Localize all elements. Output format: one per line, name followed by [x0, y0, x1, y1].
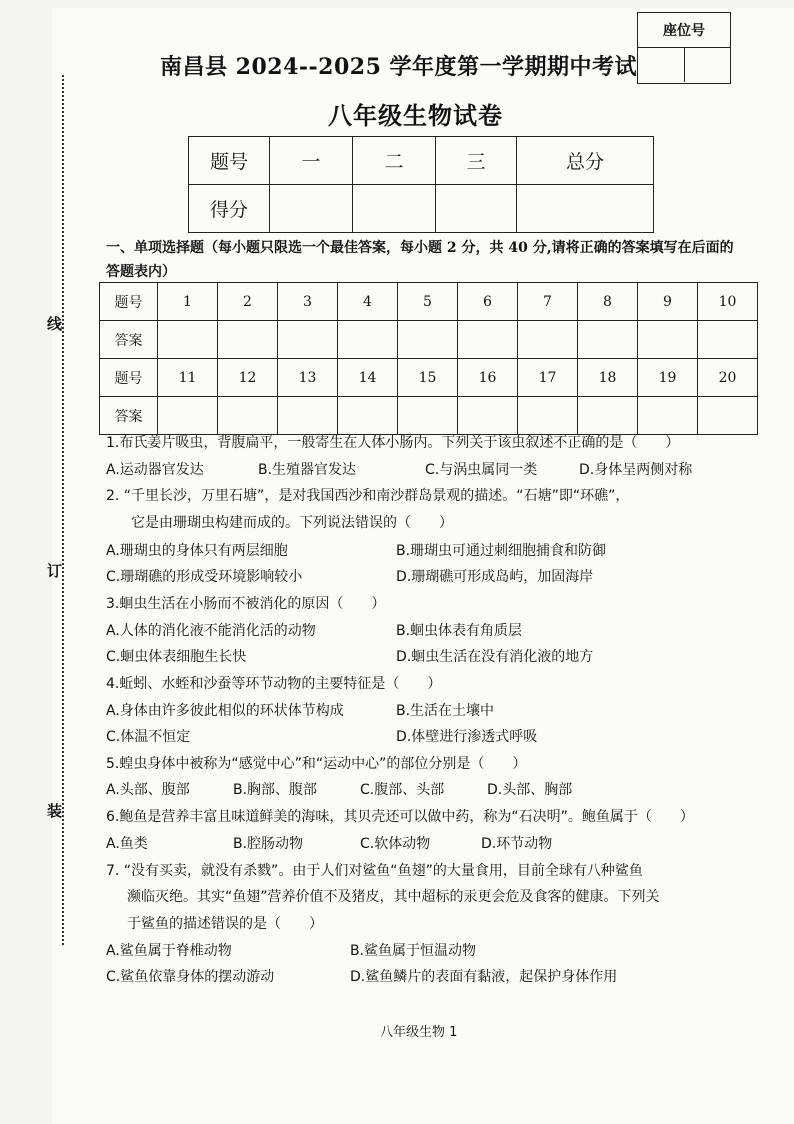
- q3-option-b: B.蛔虫体表有角质层: [396, 623, 523, 639]
- answer-num: 13: [278, 359, 338, 397]
- answer-number-row: [100, 359, 758, 397]
- q2-option-a: A.珊瑚虫的身体只有两层细胞: [106, 543, 288, 559]
- answer-num-label: 题号: [100, 283, 158, 321]
- answer-num: 4: [338, 283, 398, 321]
- score-header-cell: 一: [270, 137, 353, 185]
- question-6-stem: 6.鲍鱼是营养丰富且味道鲜美的海味，其贝壳还可以做中药，称为“石决明”。鲍鱼属于（ ）: [106, 809, 694, 825]
- q7-option-c: C.鲨鱼依靠身体的摆动游动: [106, 969, 275, 985]
- answer-num: 2: [218, 283, 278, 321]
- q3-option-a: A.人体的消化液不能消化活的动物: [106, 623, 316, 639]
- answer-cell[interactable]: [638, 397, 698, 435]
- answer-cell[interactable]: [578, 397, 638, 435]
- q4-option-a: A.身体由许多彼此相似的环状体节构成: [106, 703, 344, 719]
- q5-option-c: C.腹部、头部: [360, 782, 445, 798]
- question-2-stem-line2: 它是由珊瑚虫构建而成的。下列说法错误的（ ）: [131, 515, 453, 531]
- answer-cell[interactable]: [158, 321, 218, 359]
- binding-dotted-line: [62, 75, 64, 945]
- q3-option-d: D.蛔虫生活在没有消化液的地方: [396, 649, 594, 665]
- answer-num: 14: [338, 359, 398, 397]
- exam-title: 南昌县 2024--2025 学年度第一学期期中考试: [160, 54, 638, 80]
- answer-cell[interactable]: [518, 321, 578, 359]
- answer-cell[interactable]: [458, 397, 518, 435]
- answer-cell[interactable]: [218, 321, 278, 359]
- q3-option-c: C.蛔虫体表细胞生长快: [106, 649, 247, 665]
- answer-num: 10: [698, 283, 758, 321]
- answer-num: 6: [458, 283, 518, 321]
- answer-cell[interactable]: [698, 321, 758, 359]
- question-3-stem: 3.蛔虫生活在小肠而不被消化的原因（ ）: [106, 596, 386, 612]
- answer-cell[interactable]: [278, 321, 338, 359]
- q6-option-a: A.鱼类: [106, 836, 148, 852]
- score-header-cell: 总分: [517, 137, 654, 185]
- q2-option-b: B.珊瑚虫可通过刺细胞捕食和防御: [396, 543, 607, 559]
- answer-fill-row: [100, 321, 758, 359]
- score-table: [188, 136, 654, 233]
- answer-num: 16: [458, 359, 518, 397]
- answer-cell[interactable]: [398, 397, 458, 435]
- answer-cell[interactable]: [458, 321, 518, 359]
- score-header-cell: 题号: [189, 137, 270, 185]
- q6-option-b: B.腔肠动物: [233, 836, 304, 852]
- answer-cell[interactable]: [638, 321, 698, 359]
- score-row-label: 得分: [189, 185, 270, 233]
- answer-fill-row: [100, 397, 758, 435]
- seat-number-cell-2[interactable]: [685, 48, 731, 82]
- binding-char-mount: 装: [47, 802, 63, 820]
- answer-num: 1: [158, 283, 218, 321]
- answer-cell[interactable]: [578, 321, 638, 359]
- answer-num: 8: [578, 283, 638, 321]
- answer-cell[interactable]: [518, 397, 578, 435]
- exam-subtitle: 八年级生物试卷: [328, 101, 503, 130]
- answer-cell[interactable]: [338, 397, 398, 435]
- answer-num: 19: [638, 359, 698, 397]
- score-header-cell: 三: [436, 137, 517, 185]
- q2-option-c: C.珊瑚礁的形成受环境影响较小: [106, 569, 303, 585]
- question-2-stem-line1: 2. “千里长沙，万里石塘”，是对我国西沙和南沙群岛景观的描述。“石塘”即“环礁”，: [106, 488, 630, 504]
- q1-option-d: D.身体呈两侧对称: [579, 462, 693, 478]
- seat-number-cell-1[interactable]: [638, 48, 685, 82]
- question-7-stem-line1: 7. “没有买卖，就没有杀戮”。由于人们对鲨鱼“鱼翅”的大量食用，目前全球有八种鲨鱼: [106, 863, 643, 879]
- answer-num: 12: [218, 359, 278, 397]
- answer-num: 7: [518, 283, 578, 321]
- question-7-stem-line2: 濒临灭绝。其实“鱼翅”营养价值不及猪皮，其中超标的汞更会危及食客的健康。下列关: [127, 889, 660, 905]
- answer-cell[interactable]: [338, 321, 398, 359]
- q6-option-d: D.环节动物: [481, 836, 553, 852]
- q6-option-c: C.软体动物: [360, 836, 431, 852]
- score-cell[interactable]: [270, 185, 353, 233]
- answer-num: 9: [638, 283, 698, 321]
- binding-char-order: 订: [47, 562, 63, 580]
- q5-option-d: D.头部、胸部: [487, 782, 573, 798]
- q7-option-a: A.鲨鱼属于脊椎动物: [106, 943, 232, 959]
- binding-char-line: 线: [47, 315, 63, 333]
- answer-num: 5: [398, 283, 458, 321]
- q4-option-d: D.体壁进行渗透式呼吸: [396, 729, 538, 745]
- answer-num: 17: [518, 359, 578, 397]
- seat-number-box: [637, 12, 731, 84]
- q5-option-b: B.胸部、腹部: [233, 782, 318, 798]
- q7-option-d: D.鲨鱼鳞片的表面有黏液，起保护身体作用: [350, 969, 618, 985]
- answer-cell[interactable]: [278, 397, 338, 435]
- q5-option-a: A.头部、腹部: [106, 782, 190, 798]
- answer-num: 15: [398, 359, 458, 397]
- q7-option-b: B.鲨鱼属于恒温动物: [350, 943, 477, 959]
- answer-cell[interactable]: [158, 397, 218, 435]
- answer-num: 20: [698, 359, 758, 397]
- seat-number-label: 座位号: [638, 13, 730, 48]
- question-5-stem: 5.蝗虫身体中被称为“感觉中心”和“运动中心”的部位分别是（ ）: [106, 756, 527, 772]
- score-cell[interactable]: [436, 185, 517, 233]
- answer-cell[interactable]: [218, 397, 278, 435]
- answer-ans-label: 答案: [100, 397, 158, 435]
- answer-cell[interactable]: [698, 397, 758, 435]
- answer-num: 18: [578, 359, 638, 397]
- q4-option-c: C.体温不恒定: [106, 729, 191, 745]
- score-cell[interactable]: [353, 185, 436, 233]
- q1-option-c: C.与涡虫属同一类: [425, 462, 538, 478]
- q2-option-d: D.珊瑚礁可形成岛屿，加固海岸: [396, 569, 594, 585]
- answer-num-label: 题号: [100, 359, 158, 397]
- q1-option-a: A.运动器官发达: [106, 462, 204, 478]
- score-cell[interactable]: [517, 185, 654, 233]
- score-table-header-row: [189, 137, 654, 185]
- answer-number-row: [100, 283, 758, 321]
- q1-option-b: B.生殖器官发达: [258, 462, 357, 478]
- score-table-score-row: [189, 185, 654, 233]
- answer-table: [99, 282, 758, 435]
- answer-num: 11: [158, 359, 218, 397]
- question-7-stem-line3: 于鲨鱼的描述错误的是（ ）: [127, 916, 323, 932]
- answer-cell[interactable]: [398, 321, 458, 359]
- page-footer: 八年级生物 1: [380, 1025, 458, 1040]
- answer-ans-label: 答案: [100, 321, 158, 359]
- question-1-stem: 1.布氏姜片吸虫，背腹扁平，一般寄生在人体小肠内。下列关于该虫叙述不正确的是（ ）: [106, 435, 680, 451]
- section1-heading: 一、单项选择题（每小题只限选一个最佳答案，每小题 2 分，共 40 分,请将正确的答案填写在后面的答题表内）: [106, 240, 734, 280]
- question-4-stem: 4.蚯蚓、水蛭和沙蚕等环节动物的主要特征是（ ）: [106, 676, 442, 692]
- score-header-cell: 二: [353, 137, 436, 185]
- q4-option-b: B.生活在土壤中: [396, 703, 495, 719]
- answer-num: 3: [278, 283, 338, 321]
